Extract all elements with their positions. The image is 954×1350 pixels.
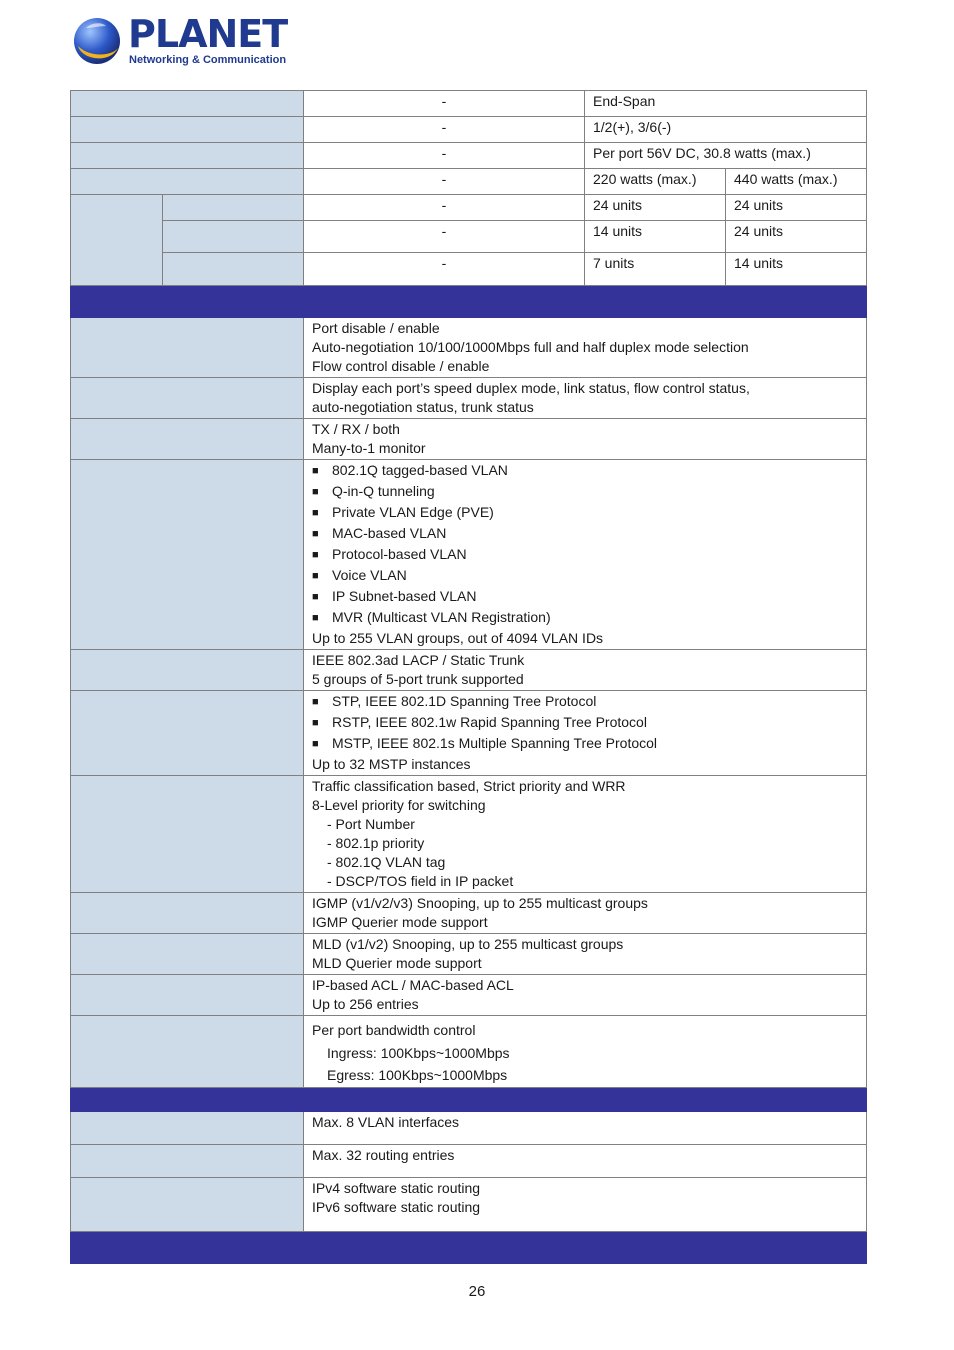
label-cell	[163, 195, 304, 221]
value-cell	[304, 419, 867, 460]
text-line: Traffic classification based, Strict priority and WRR	[312, 778, 626, 794]
value-cell	[304, 776, 867, 893]
value-cell: Max. 8 VLAN interfaces	[304, 1112, 867, 1145]
text-line: MLD Querier mode support	[312, 955, 482, 971]
section-band	[71, 1088, 867, 1112]
label-cell	[71, 169, 304, 195]
value-cell	[304, 893, 867, 934]
table-row	[71, 143, 867, 169]
value-cell: 24 units	[726, 221, 867, 253]
sub-item: - 802.1Q VLAN tag	[327, 854, 446, 870]
planet-logo	[72, 12, 288, 70]
bullet-item: ■ Voice VLAN	[312, 566, 858, 587]
table-row	[71, 650, 867, 691]
dash-cell: -	[304, 143, 585, 169]
section-band-cell	[71, 1232, 867, 1264]
text-line: MLD (v1/v2) Snooping, up to 255 multicast groups	[312, 936, 624, 952]
value-cell: Max. 32 routing entries	[304, 1145, 867, 1178]
label-cell	[163, 253, 304, 286]
table-row	[71, 91, 867, 117]
value-cell: 24 units	[726, 195, 867, 221]
logo-subtitle: Networking & Communication	[129, 54, 287, 66]
bullet-item: ■ IP Subnet-based VLAN	[312, 587, 858, 608]
bullet-item: ■ Protocol-based VLAN	[312, 545, 858, 566]
spec-table	[70, 90, 867, 1264]
label-cell	[71, 1145, 304, 1178]
text-line: IEEE 802.3ad LACP / Static Trunk	[312, 652, 525, 668]
label-cell	[71, 1178, 304, 1232]
table-row	[71, 195, 867, 221]
text-line: Up to 256 entries	[312, 996, 419, 1012]
table-row	[71, 318, 867, 378]
globe-icon	[72, 16, 122, 66]
label-cell	[71, 1112, 304, 1145]
text-line: auto-negotiation status, trunk status	[312, 399, 534, 415]
value-cell: 14 units	[726, 253, 867, 286]
value-cell: 1/2(+), 3/6(-)	[585, 117, 867, 143]
value-cell	[304, 1178, 867, 1232]
dash-cell: -	[304, 91, 585, 117]
value-cell	[304, 691, 867, 776]
label-cell	[71, 195, 163, 286]
label-cell	[71, 650, 304, 691]
label-cell	[71, 893, 304, 934]
value-cell	[304, 934, 867, 975]
bullet-item: ■ RSTP, IEEE 802.1w Rapid Spanning Tree Protocol	[312, 713, 858, 734]
table-row	[71, 460, 867, 650]
bullet-item: ■ MVR (Multicast VLAN Registration)	[312, 608, 858, 629]
label-cell	[71, 934, 304, 975]
sub-item: - 802.1p priority	[327, 835, 425, 851]
value-cell: Per port 56V DC, 30.8 watts (max.)	[585, 143, 867, 169]
sub-item: - Port Number	[327, 816, 415, 832]
bullet-item: ■ 802.1Q tagged-based VLAN	[312, 461, 858, 482]
section-band	[71, 1232, 867, 1264]
table-row	[71, 378, 867, 419]
text-line: Per port bandwidth control	[312, 1022, 476, 1038]
section-band	[71, 286, 867, 318]
label-cell	[71, 975, 304, 1016]
table-row	[71, 975, 867, 1016]
label-cell	[71, 460, 304, 650]
value-cell: End-Span	[585, 91, 867, 117]
table-row	[71, 1112, 867, 1145]
table-row	[71, 1145, 867, 1178]
text-line: Auto-negotiation 10/100/1000Mbps full and half duplex mode selection	[312, 339, 749, 355]
value-cell: 14 units	[585, 221, 726, 253]
page-number: 26	[468, 1283, 486, 1300]
table-row	[71, 1016, 867, 1088]
dash-cell: -	[304, 253, 585, 286]
label-cell	[71, 1016, 304, 1088]
table-row	[71, 691, 867, 776]
dash-cell: -	[304, 221, 585, 253]
sub-item: Ingress: 100Kbps~1000Mbps	[327, 1045, 510, 1061]
value-cell	[304, 1016, 867, 1088]
bullet-item: ■ MAC-based VLAN	[312, 524, 858, 545]
text-line: Up to 255 VLAN groups, out of 4094 VLAN IDs	[312, 630, 604, 646]
table-row	[71, 934, 867, 975]
text-line: IPv4 software static routing	[312, 1180, 481, 1196]
section-band-cell	[71, 1088, 867, 1112]
text-line: IPv6 software static routing	[312, 1199, 481, 1215]
table-row	[71, 776, 867, 893]
table-row	[71, 117, 867, 143]
value-cell: 440 watts (max.)	[726, 169, 867, 195]
text-line: 5 groups of 5-port trunk supported	[312, 671, 524, 687]
logo-wordmark: PLANET	[128, 12, 288, 56]
value-cell	[304, 378, 867, 419]
label-cell	[71, 378, 304, 419]
table-row	[71, 169, 867, 195]
sub-item: - DSCP/TOS field in IP packet	[327, 873, 514, 889]
label-cell	[71, 143, 304, 169]
label-cell	[71, 117, 304, 143]
sub-item: Egress: 100Kbps~1000Mbps	[327, 1067, 508, 1083]
table-row	[71, 1178, 867, 1232]
dash-cell: -	[304, 117, 585, 143]
value-cell: 24 units	[585, 195, 726, 221]
text-line: Many-to-1 monitor	[312, 440, 426, 456]
text-line: Port disable / enable	[312, 320, 440, 336]
label-cell	[71, 691, 304, 776]
dash-cell: -	[304, 169, 585, 195]
section-band-cell	[71, 286, 867, 318]
dash-cell: -	[304, 195, 585, 221]
label-cell	[71, 419, 304, 460]
bullet-item: ■ MSTP, IEEE 802.1s Multiple Spanning Tree Protocol	[312, 734, 858, 755]
label-cell	[71, 91, 304, 117]
value-cell	[304, 460, 867, 650]
table-row	[71, 893, 867, 934]
text-line: IGMP (v1/v2/v3) Snooping, up to 255 multicast groups	[312, 895, 648, 911]
value-cell	[304, 318, 867, 378]
value-cell	[304, 975, 867, 1016]
text-line: 8-Level priority for switching	[312, 797, 486, 813]
text-line: TX / RX / both	[312, 421, 400, 437]
bullet-item: ■ Q-in-Q tunneling	[312, 482, 858, 503]
text-line: Flow control disable / enable	[312, 358, 490, 374]
value-cell: 7 units	[585, 253, 726, 286]
text-line: IP-based ACL / MAC-based ACL	[312, 977, 514, 993]
text-line: IGMP Querier mode support	[312, 914, 488, 930]
text-line: Up to 32 MSTP instances	[312, 756, 471, 772]
label-cell	[71, 318, 304, 378]
label-cell	[163, 221, 304, 253]
bullet-item: ■ STP, IEEE 802.1D Spanning Tree Protocol	[312, 692, 858, 713]
table-row	[71, 253, 867, 286]
table-row	[71, 419, 867, 460]
value-cell	[304, 650, 867, 691]
text-line: Display each port’s speed duplex mode, link status, flow control status,	[312, 380, 750, 396]
value-cell: 220 watts (max.)	[585, 169, 726, 195]
table-row	[71, 221, 867, 253]
bullet-item: ■ Private VLAN Edge (PVE)	[312, 503, 858, 524]
label-cell	[71, 776, 304, 893]
